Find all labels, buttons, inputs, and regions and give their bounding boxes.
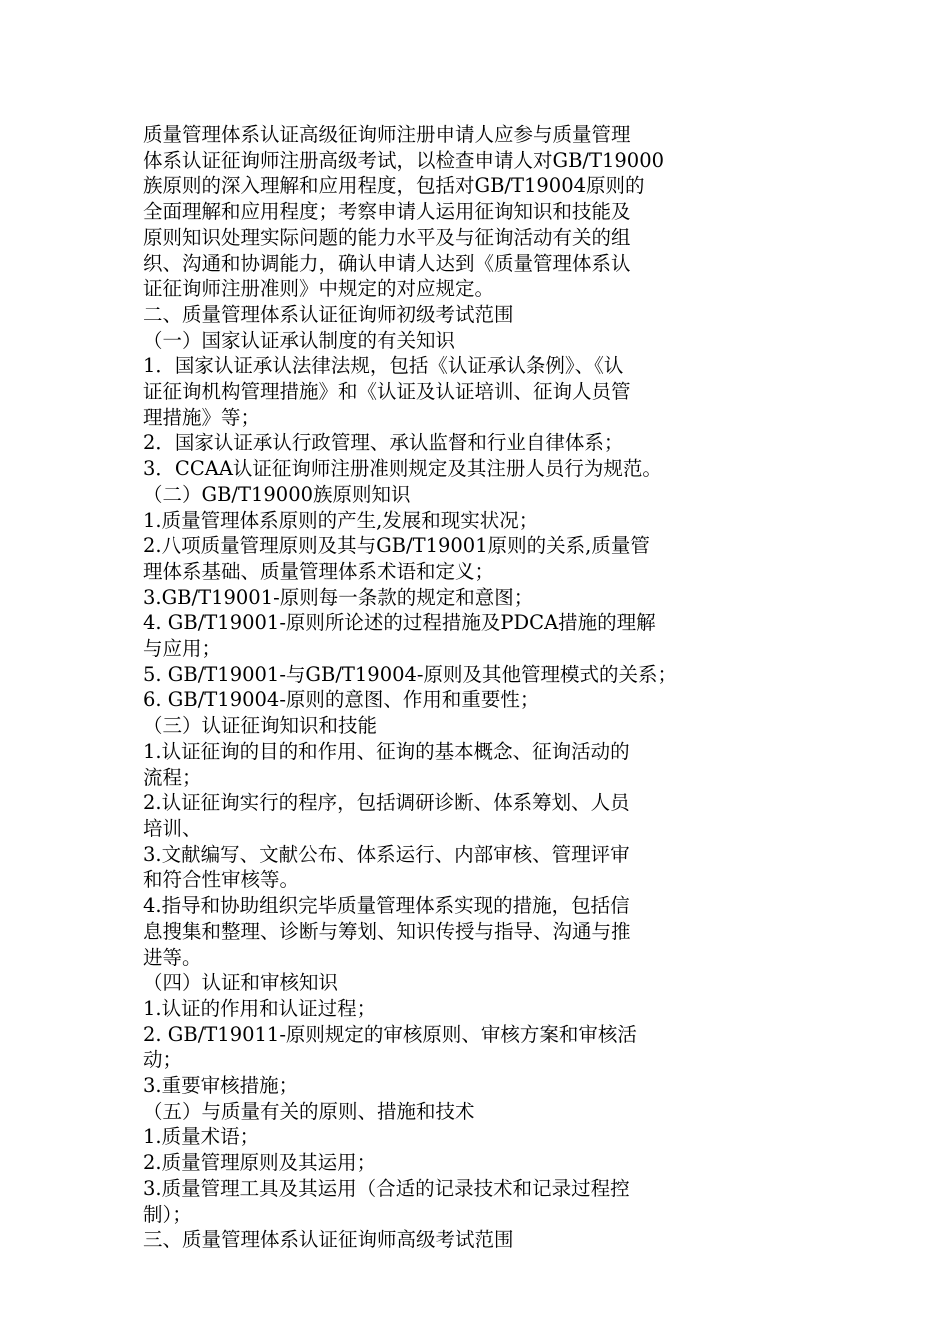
text-line: （二）GB/T19000族原则知识 bbox=[143, 482, 411, 506]
text-line: 2.认证征询实行的程序，包括调研诊断、体系筹划、人员 bbox=[143, 791, 630, 815]
subsection-2-heading bbox=[143, 482, 703, 508]
text-line: 5. GB/T19001-与GB/T19004-原则及其他管理模式的关系； bbox=[143, 662, 678, 686]
text-line: 1.认证征询的目的和作用、征询的基本概念、征询活动的 bbox=[143, 739, 630, 763]
list-item bbox=[143, 430, 703, 456]
document-page bbox=[143, 122, 703, 1253]
list-item bbox=[143, 610, 703, 661]
list-item bbox=[143, 739, 703, 790]
text-line: 息搜集和整理、诊断与筹划、知识传授与指导、沟通与推 bbox=[143, 919, 631, 943]
list-item bbox=[143, 585, 703, 611]
text-line: 3．CCAA认证征询师注册准则规定及其注册人员行为规范。 bbox=[143, 457, 662, 481]
text-line: 理措施》等； bbox=[143, 405, 261, 429]
text-line: 1.质量术语； bbox=[143, 1125, 260, 1149]
text-line: 3.文献编写、文献公布、体系运行、内部审核、管理评审 bbox=[143, 842, 630, 866]
text-line: 2. GB/T19011-原则规定的审核原则、审核方案和审核活 bbox=[143, 1022, 637, 1046]
text-line: 全面理解和应用程度；考察申请人运用征询知识和技能及 bbox=[143, 200, 631, 224]
text-line: 1．国家认证承认法律法规，包括《认证承认条例》、《认 bbox=[143, 354, 624, 378]
list-item bbox=[143, 1022, 703, 1073]
text-line: 4. GB/T19001-原则所论述的过程措施及PDCA措施的理解 bbox=[143, 611, 656, 635]
list-item bbox=[143, 456, 703, 482]
list-item bbox=[143, 533, 703, 584]
list-item bbox=[143, 687, 703, 713]
text-line: 证征询师注册准则》中规定的对应规定。 bbox=[143, 277, 495, 301]
text-line: 进等。 bbox=[143, 945, 202, 969]
text-line: 2.八项质量管理原则及其与GB/T19001原则的关系,质量管 bbox=[143, 534, 650, 558]
text-line: 和符合性审核等。 bbox=[143, 868, 300, 892]
text-line: 2.质量管理原则及其运用； bbox=[143, 1151, 377, 1175]
text-line: 6. GB/T19004-原则的意图、作用和重要性； bbox=[143, 688, 540, 712]
subsection-4-heading bbox=[143, 970, 703, 996]
text-line: 制）； bbox=[143, 1202, 192, 1226]
subsection-3-heading bbox=[143, 713, 703, 739]
text-line: 体系认证征询师注册高级考试，以检查申请人对GB/T19000 bbox=[143, 148, 665, 172]
section-3-heading bbox=[143, 1227, 703, 1253]
text-line: 1.质量管理体系原则的产生,发展和现实状况； bbox=[143, 508, 539, 532]
section-2-heading bbox=[143, 302, 703, 328]
list-item bbox=[143, 1176, 703, 1227]
list-item bbox=[143, 1124, 703, 1150]
text-line: 原则知识处理实际问题的能力水平及与征询活动有关的组 bbox=[143, 225, 631, 249]
list-item bbox=[143, 508, 703, 534]
text-line: 族原则的深入理解和应用程度，包括对GB/T19004原则的 bbox=[143, 174, 645, 198]
list-item bbox=[143, 1150, 703, 1176]
text-line: 2．国家认证承认行政管理、承认监督和行业自律体系； bbox=[143, 431, 624, 455]
text-line: （一）国家认证承认制度的有关知识 bbox=[143, 328, 456, 352]
list-item bbox=[143, 353, 703, 430]
text-line: 动； bbox=[143, 1048, 183, 1072]
text-line: 流程； bbox=[143, 765, 202, 789]
text-line: 三、质量管理体系认证征询师高级考试范围 bbox=[143, 1228, 514, 1252]
text-line: 织、沟通和协调能力，确认申请人达到《质量管理体系认 bbox=[143, 251, 631, 275]
list-item bbox=[143, 790, 703, 841]
text-line: 质量管理体系认证高级征询师注册申请人应参与质量管理 bbox=[143, 123, 631, 146]
list-item bbox=[143, 996, 703, 1022]
subsection-5-heading bbox=[143, 1099, 703, 1125]
text-line: 3.重要审核措施； bbox=[143, 1074, 299, 1098]
text-line: 4.指导和协助组织完毕质量管理体系实现的措施，包括信 bbox=[143, 894, 630, 918]
text-line: 1.认证的作用和认证过程； bbox=[143, 996, 377, 1020]
list-item bbox=[143, 1073, 703, 1099]
text-line: 培训、 bbox=[143, 816, 202, 840]
text-line: 3.质量管理工具及其运用（合适的记录技术和记录过程控 bbox=[143, 1176, 630, 1200]
text-line: 与应用； bbox=[143, 637, 222, 661]
list-item bbox=[143, 842, 703, 893]
text-line: 理体系基础、质量管理体系术语和定义； bbox=[143, 559, 495, 583]
list-item bbox=[143, 662, 703, 688]
text-line: 二、质量管理体系认证征询师初级考试范围 bbox=[143, 302, 514, 326]
text-line: （四）认证和审核知识 bbox=[143, 971, 339, 995]
subsection-1-heading bbox=[143, 328, 703, 354]
text-line: 证征询机构管理措施》和《认证及认证培训、征询人员管 bbox=[143, 380, 631, 404]
text-line: （三）认证征询知识和技能 bbox=[143, 714, 378, 738]
intro-paragraph bbox=[143, 122, 703, 302]
text-line: 3.GB/T19001-原则每一条款的规定和意图； bbox=[143, 585, 534, 609]
list-item bbox=[143, 893, 703, 970]
text-line: （五）与质量有关的原则、措施和技术 bbox=[143, 1099, 475, 1123]
